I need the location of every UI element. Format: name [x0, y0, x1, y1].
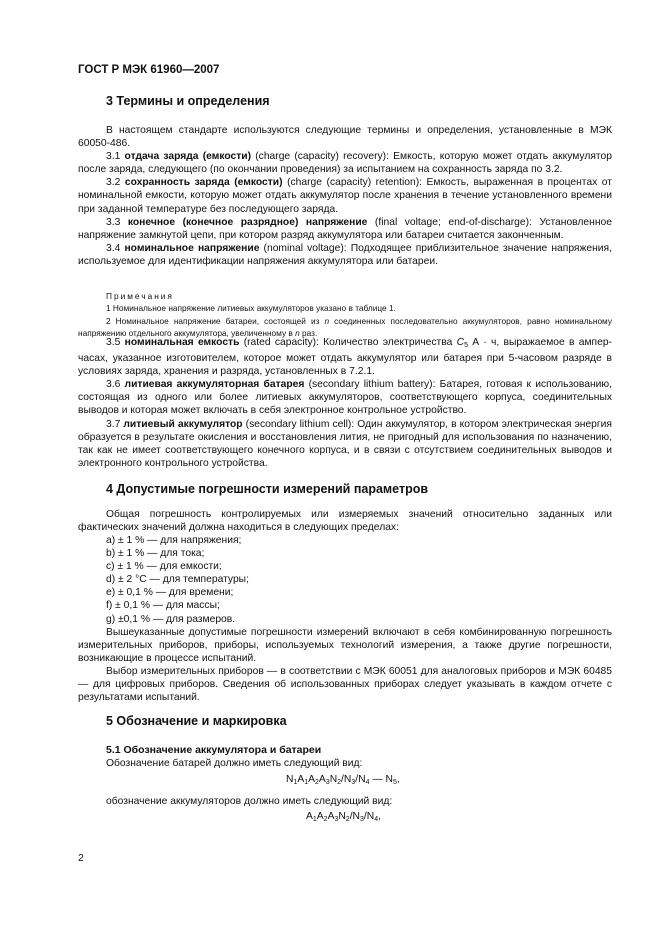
- notes-title: Примечания: [106, 291, 174, 301]
- list-item: c) ± 1 % — для емкости;: [106, 561, 222, 573]
- term-definition: (rated capacity): Количество электричества: [239, 337, 457, 348]
- section-4-intro-block: [78, 508, 612, 534]
- cell-formula: $A_1A_2A_3N_2/N_3/N_4$,: [306, 811, 381, 823]
- term-3-3: [78, 216, 612, 242]
- term-definition: (charge (capacity) retention): Емкость, выраженная в процентах от номинальной емкости, которую может отдать аккумулятор после хранения в течение установленного времени при заданной температуре без последующего заряда.: [78, 177, 612, 215]
- cell-designation-line: обозначение аккумуляторов должно иметь следующий вид:: [106, 796, 393, 807]
- list-item: e) ± 0,1 % — для времени;: [106, 587, 234, 599]
- term-number: 3.4: [106, 242, 121, 254]
- note-2-text: соединенных последовательно аккумуляторов, равно номинальному напряжению отдельного аккумулятора, увеличенному в: [78, 315, 613, 338]
- section-3-heading: 3 Термины и определения: [106, 94, 270, 108]
- subsection-5-1-heading: 5.1 Обозначение аккумулятора и батареи: [106, 744, 322, 756]
- list-item: a) ± 1 % — для напряжения;: [106, 535, 242, 546]
- section-4-intro: Общая погрешность контролируемых или измеряемых значений относительно заданных или фактических значений должна находиться в следующих пределах:: [78, 509, 612, 534]
- term-number: 3.5: [106, 337, 121, 348]
- section-4-heading: 4 Допустимые погрешности измерений параметров: [106, 482, 429, 496]
- term-number: 3.1: [106, 151, 121, 163]
- tolerance-list: [106, 534, 249, 626]
- term-number: 3.7: [106, 418, 121, 430]
- term-definition: А · ч, выражаемое в ампер-часах, указанное изготовителем, которое может отдать аккумулятор или батарея при 5-часовом разряде в условиях заряда, хранения и разряда, установленных в 7.2.1.: [78, 337, 612, 378]
- term-3-4: [78, 242, 612, 268]
- battery-designation-text: [78, 757, 612, 770]
- term-title: сохранность заряда (емкости): [124, 177, 283, 189]
- term-3-1: [78, 150, 612, 176]
- term-title: номинальное напряжение: [124, 242, 260, 254]
- list-item: b) ± 1 % — для тока;: [106, 548, 205, 560]
- document-header: ГОСТ Р МЭК 61960—2007: [78, 64, 220, 76]
- section-5-heading: 5 Обозначение и маркировка: [106, 714, 287, 728]
- term-number: 3.3: [106, 216, 121, 228]
- cell-designation-text: [78, 795, 612, 808]
- note-2-var: n: [295, 327, 300, 338]
- term-title: номинальная емкость: [124, 337, 240, 348]
- term-definition: (secondary lithium battery): Батарея, готовая к использованию, состоящая из одного или более литиевых аккумуляторов, соответствующего корпуса, соединительных выводов и которая может включать в себя электронное контрольное устройство.: [78, 379, 612, 417]
- note-1: 1 Номинальное напряжение литиевых аккумуляторов указано в таблице 1.: [106, 303, 396, 314]
- term-number: 3.2: [106, 177, 121, 189]
- term-3-5: [78, 336, 612, 378]
- formula-dash: — N: [369, 774, 393, 785]
- term-3-6: [78, 378, 612, 417]
- term-title: литиевая аккумуляторная батарея: [124, 379, 305, 391]
- capacity-symbol: C: [456, 337, 465, 348]
- term-title: конечное (конечное разрядное) напряжение: [127, 216, 368, 228]
- list-item: f) ± 0,1 % — для массы;: [106, 600, 220, 612]
- notes-block: [78, 290, 612, 339]
- term-3-2: [78, 176, 612, 215]
- battery-formula: $N_1A_1A_2A_3N_2/N_3/N_4$ — $N_5$,: [286, 774, 400, 786]
- section-3-body: [78, 124, 612, 268]
- note-2-text: раз.: [299, 327, 318, 338]
- note-2-var: n: [324, 315, 330, 326]
- term-number: 3.6: [106, 379, 121, 391]
- term-title: отдача заряда (емкости): [124, 151, 252, 163]
- term-definition: (nominal voltage): Подходящее приблизительное значение напряжения, используемое для идентификации напряжения аккумулятора или батареи.: [78, 242, 612, 267]
- term-definition: (final voltage; end-of-discharge): Установленное напряжение замкнутой цепи, при котором разряд аккумулятора или батареи считается законченным.: [78, 216, 612, 241]
- formula-comma: ,: [396, 774, 400, 785]
- term-3-7: [78, 418, 612, 470]
- formula-comma: ,: [378, 811, 381, 822]
- section-4-body: [78, 626, 612, 705]
- battery-designation-line: Обозначение батарей должно иметь следующий вид:: [106, 758, 363, 769]
- capacity-subscript: 5: [464, 342, 468, 349]
- note-2-text: 2 Номинальное напряжение батареи, состоящей из: [106, 315, 325, 326]
- list-item: g) ±0,1 % — для размеров.: [106, 613, 236, 625]
- section-3-intro: В настоящем стандарте используются следующие термины и определения, установленные в МЭК 60050-486.: [78, 125, 612, 150]
- section-3-body-cont: [78, 336, 612, 470]
- term-definition: (secondary lithium cell): Один аккумулятор, в котором электрическая энергия образуется в результате окисления и восстановления лития, не пригодный для использования по назначению, так как не имеет соответствующего конечного корпуса, и в связи с отсутствием соединительных выводов и электронного контрольного устройства.: [78, 418, 612, 469]
- list-item: d) ± 2 °С — для температуры;: [106, 574, 249, 586]
- term-title: литиевый аккумулятор: [123, 418, 243, 430]
- section-4-para-1: Вышеуказанные допустимые погрешности измерений включают в себя комбинированную погрешность измерительных приборов, приборы, используемых технологий измерения, а также другие погрешности, возникающие в процессе испытаний.: [78, 627, 612, 665]
- section-4-para-2: Выбор измерительных приборов — в соответствии с МЭК 60051 для аналоговых приборов и МЭК 60485 — для цифровых приборов. Сведения об использованных приборах следует указывать в каждом отчете с результатами испытаний.: [78, 666, 612, 704]
- term-definition: (charge (capacity) recovery): Емкость, которую может отдать аккумулятор после заряда, следующего (по окончании проведения) за испытанием на сохранность заряда по 3.2.: [78, 151, 612, 176]
- page-number: 2: [78, 852, 84, 864]
